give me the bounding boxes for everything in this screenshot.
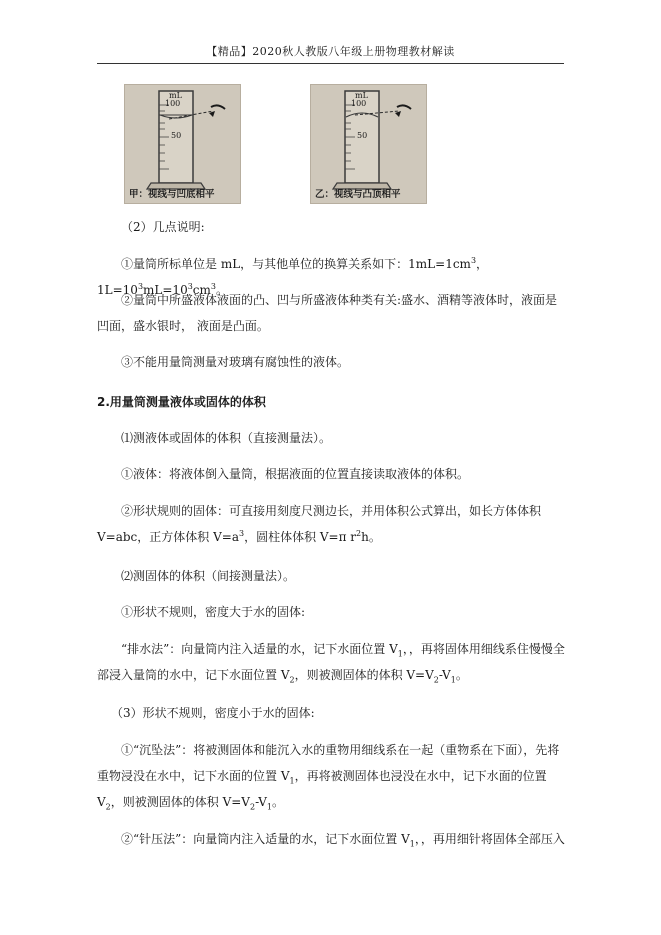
- para-corrosive: ③不能用量筒测量对玻璃有腐蚀性的液体。: [121, 355, 350, 369]
- scale-mark-100: 100: [165, 99, 181, 108]
- figure-cylinder-concave: [124, 84, 241, 204]
- para-light-solid: （3）形状不规则，密度小于水的固体:: [111, 706, 315, 720]
- section-heading: 2.用量筒测量液体或固体的体积: [97, 395, 266, 409]
- para-displacement-method: “排水法”：向量筒内注入适量的水，记下水面位置 $V_1$，，再将固体用细线系住慢慢全部浸入量筒的水中，记下水面位置 $V_2$，则被测固体的体积 $V=V_2-V_1$。: [97, 642, 565, 685]
- header-rule: [97, 63, 564, 64]
- figure-caption: 甲：视线与凹底相平: [129, 189, 215, 200]
- para-indirect-method: ⑵测固体的体积（间接测量法）。: [121, 569, 296, 583]
- para-dense-solid: ①形状不规则，密度大于水的固体:: [121, 605, 306, 619]
- scale-unit-label: mL: [355, 91, 368, 100]
- scale-unit-label: mL: [169, 91, 182, 100]
- para-direct-method: ⑴测液体或固体的体积（直接测量法）。: [121, 431, 332, 445]
- scale-mark-100: 100: [351, 99, 367, 108]
- scale-mark-50: 50: [357, 131, 368, 140]
- figure-cylinder-convex: [310, 84, 427, 204]
- figure-caption: 乙：视线与凸顶相平: [315, 189, 401, 200]
- running-header: 【精品】2020秋人教版八年级上册物理教材解读: [206, 45, 455, 58]
- para-notes-heading: （2）几点说明:: [121, 220, 205, 234]
- para-unit-conversion: ①量筒所标单位是 mL，与其他单位的换算关系如下：$1mL=1cm^3$，$1L=10^3mL=10^3cm^3$。: [97, 256, 489, 297]
- scale-mark-50: 50: [171, 131, 182, 140]
- para-needle-method: ②“针压法”：向量筒内注入适量的水，记下水面位置 $V_1$，，再用细针将固体全部压入: [121, 832, 565, 849]
- para-liquid: ①液体：将液体倒入量筒，根据液面的位置直接读取液体的体积。: [121, 467, 470, 481]
- para-regular-solid: ②形状规则的固体：可直接用刻度尺测边长，并用体积公式算出，如长方体体积 V=abc，正方体体积 $V=a^3$，圆柱体体积 V=π $r^2h$。: [97, 504, 542, 544]
- para-sinker-method: ①“沉坠法”：将被测固体和能沉入水的重物用细线系在一起（重物系在下面），先将重物浸没在水中，记下水面的位置 $V_1$，再将被测固体也浸没在水中，记下水面的位置 $V_2$，则被测固体的体积 $V=V_2-V_1$。: [97, 743, 560, 812]
- para-meniscus: ②量筒中所盛液体液面的凸、凹与所盛液体种类有关:盛水、酒精等液体时，液面是凹面，盛水银时， 液面是凸面。: [97, 293, 558, 333]
